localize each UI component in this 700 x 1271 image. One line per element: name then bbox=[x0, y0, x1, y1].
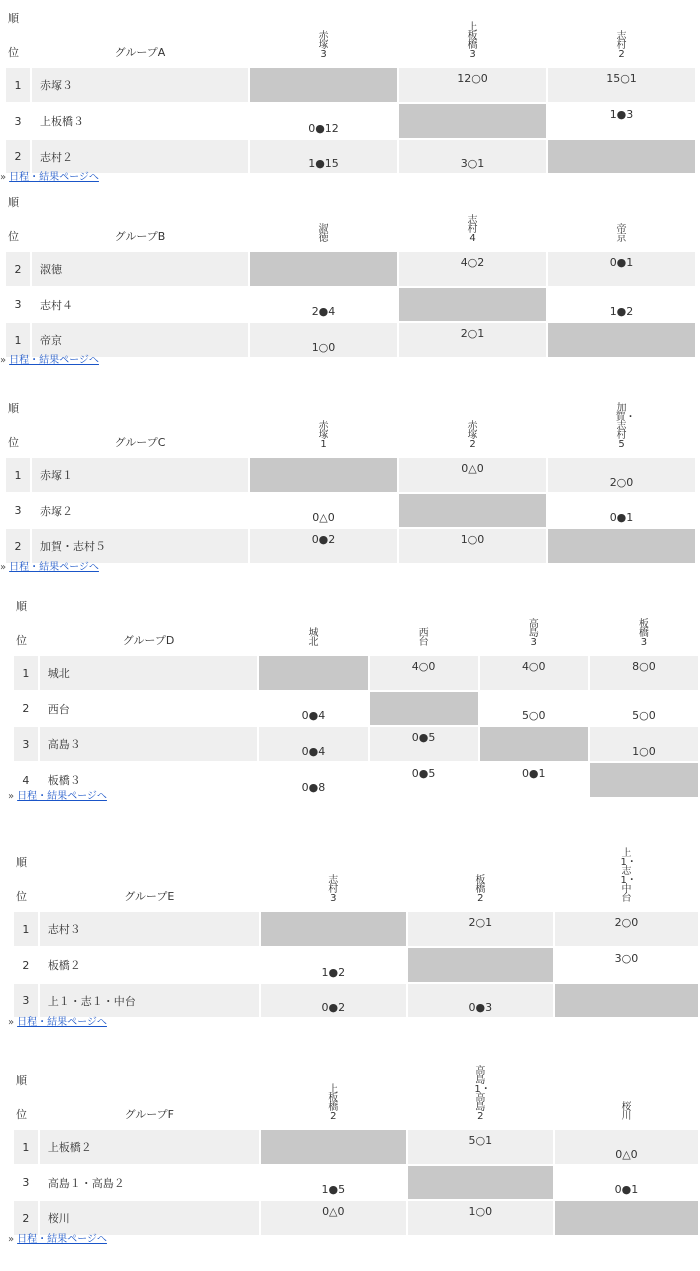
rank-cell: 1 bbox=[6, 68, 30, 102]
group-table-f bbox=[12, 1040, 700, 1237]
opponent-name: 赤塚1 bbox=[318, 421, 329, 450]
score-cell: 2○0 bbox=[548, 458, 695, 492]
score-cell: 0●1 bbox=[548, 252, 695, 286]
table-row bbox=[6, 140, 695, 173]
schedule-results-link[interactable]: 日程・結果ページへ bbox=[17, 1017, 107, 1028]
opponent-column-header bbox=[480, 598, 588, 654]
score-cell: 0△0 bbox=[399, 458, 546, 492]
team-name-cell: 志村４ bbox=[32, 288, 248, 321]
score-cell: 1●2 bbox=[261, 948, 406, 982]
table-row bbox=[14, 656, 698, 690]
rank-cell: 2 bbox=[14, 948, 38, 982]
opponent-name: 志村3 bbox=[328, 875, 339, 904]
rank-label-top: 順 bbox=[8, 402, 19, 415]
table-row bbox=[6, 104, 695, 138]
opponent-column-header bbox=[399, 380, 546, 456]
opponent-name: 上板橋3 bbox=[467, 22, 478, 60]
rank-label-top: 順 bbox=[8, 196, 19, 209]
score-cell: 2○0 bbox=[555, 912, 698, 946]
table-row bbox=[14, 1130, 698, 1164]
rank-cell: 3 bbox=[14, 727, 38, 761]
group-name: グループD bbox=[122, 634, 175, 647]
schedule-link-row bbox=[8, 787, 107, 802]
score-cell: 2●4 bbox=[250, 288, 397, 321]
score-cell: 4○0 bbox=[370, 656, 478, 690]
score-cell: 3○1 bbox=[399, 140, 546, 173]
header-row bbox=[6, 10, 695, 66]
rank-label-top: 順 bbox=[16, 600, 27, 613]
score-cell: 0●5 bbox=[370, 763, 478, 797]
self-match-cell bbox=[480, 727, 588, 761]
schedule-results-link[interactable]: 日程・結果ページへ bbox=[17, 1234, 107, 1245]
opponent-column-header bbox=[399, 10, 546, 66]
opponent-column-header bbox=[259, 598, 367, 654]
rank-header bbox=[14, 598, 38, 654]
score-cell: 15○1 bbox=[548, 68, 695, 102]
header-row bbox=[6, 194, 695, 250]
table-row bbox=[6, 323, 695, 357]
score-cell: 1●5 bbox=[261, 1166, 406, 1199]
score-cell: 5○0 bbox=[480, 692, 588, 725]
link-arrow-icon: » bbox=[8, 1234, 15, 1245]
link-arrow-icon: » bbox=[0, 172, 7, 183]
score-cell: 4○0 bbox=[480, 656, 588, 690]
opponent-column-header bbox=[370, 598, 478, 654]
rank-label-bottom: 位 bbox=[16, 1108, 27, 1121]
self-match-cell bbox=[408, 1166, 553, 1199]
opponent-column-header bbox=[555, 814, 698, 910]
rank-label-bottom: 位 bbox=[8, 436, 19, 449]
score-cell: 1○0 bbox=[399, 529, 546, 563]
schedule-results-link[interactable]: 日程・結果ページへ bbox=[9, 355, 99, 366]
score-cell: 2○1 bbox=[408, 912, 553, 946]
header-row bbox=[14, 598, 698, 654]
schedule-link-row bbox=[8, 1230, 107, 1245]
group-name: グループC bbox=[114, 436, 166, 449]
score-cell: 5○1 bbox=[408, 1130, 553, 1164]
table-row bbox=[14, 1201, 698, 1235]
team-name-cell: 桜川 bbox=[40, 1201, 259, 1235]
score-cell: 0●4 bbox=[259, 692, 367, 725]
self-match-cell bbox=[250, 458, 397, 492]
team-name-cell: 赤塚２ bbox=[32, 494, 248, 527]
opponent-column-header bbox=[548, 10, 695, 66]
table-row bbox=[6, 252, 695, 286]
rank-cell: 1 bbox=[14, 656, 38, 690]
table-row bbox=[14, 948, 698, 982]
team-name-cell: 板橋３ bbox=[40, 763, 258, 797]
score-cell: 1●15 bbox=[250, 140, 397, 173]
table-row bbox=[14, 912, 698, 946]
opponent-name: 上1・志1・中台 bbox=[620, 848, 637, 904]
rank-header bbox=[6, 194, 30, 250]
team-name-cell: 上１・志１・中台 bbox=[40, 984, 259, 1017]
opponent-name: 淑徳 bbox=[318, 224, 329, 244]
schedule-link-row bbox=[0, 351, 99, 366]
team-name-cell: 板橋２ bbox=[40, 948, 259, 982]
table-row bbox=[14, 763, 698, 797]
table-row bbox=[14, 727, 698, 761]
opponent-name: 高島1・高島2 bbox=[474, 1066, 491, 1122]
group-name: グループA bbox=[114, 46, 166, 59]
opponent-name: 志村4 bbox=[467, 215, 478, 244]
rank-cell: 3 bbox=[6, 494, 30, 527]
score-cell: 0●2 bbox=[250, 529, 397, 563]
rank-cell: 4 bbox=[14, 763, 38, 797]
opponent-column-header bbox=[548, 380, 695, 456]
rank-cell: 3 bbox=[6, 104, 30, 138]
standings-table bbox=[4, 192, 697, 359]
score-cell: 5○0 bbox=[590, 692, 698, 725]
opponent-column-header bbox=[548, 194, 695, 250]
rank-cell: 2 bbox=[6, 252, 30, 286]
team-name-cell: 赤塚３ bbox=[32, 68, 248, 102]
group-name: グループF bbox=[124, 1108, 175, 1121]
team-name-cell: 上板橋３ bbox=[32, 104, 248, 138]
schedule-results-link[interactable]: 日程・結果ページへ bbox=[9, 172, 99, 183]
self-match-cell bbox=[250, 68, 397, 102]
opponent-column-header bbox=[261, 814, 406, 910]
group-table-a bbox=[4, 8, 697, 175]
group-table-e bbox=[12, 812, 700, 1019]
self-match-cell bbox=[261, 912, 406, 946]
rank-cell: 2 bbox=[14, 1201, 38, 1235]
rank-cell: 1 bbox=[14, 1130, 38, 1164]
self-match-cell bbox=[590, 763, 698, 797]
opponent-name: 赤塚2 bbox=[467, 421, 478, 450]
score-cell: 0●1 bbox=[555, 1166, 698, 1199]
team-name-cell: 帝京 bbox=[32, 323, 248, 357]
rank-cell: 1 bbox=[6, 323, 30, 357]
table-row bbox=[6, 529, 695, 563]
table-row bbox=[6, 458, 695, 492]
opponent-name: 板橋2 bbox=[475, 875, 486, 904]
opponent-name: 城北 bbox=[308, 628, 319, 648]
table-row bbox=[14, 984, 698, 1017]
opponent-name: 西台 bbox=[418, 628, 429, 648]
table-row bbox=[6, 68, 695, 102]
score-cell: 1●2 bbox=[548, 288, 695, 321]
score-cell: 0△0 bbox=[261, 1201, 406, 1235]
self-match-cell bbox=[259, 656, 367, 690]
table-row bbox=[6, 288, 695, 321]
standings-table bbox=[12, 596, 700, 799]
opponent-column-header bbox=[408, 814, 553, 910]
opponent-column-header bbox=[250, 194, 397, 250]
rank-cell: 2 bbox=[14, 692, 38, 725]
rank-label-top: 順 bbox=[16, 856, 27, 869]
rank-label-bottom: 位 bbox=[16, 890, 27, 903]
score-cell: 0●8 bbox=[259, 763, 367, 797]
self-match-cell bbox=[548, 529, 695, 563]
rank-cell: 3 bbox=[6, 288, 30, 321]
group-name: グループB bbox=[114, 230, 166, 243]
score-cell: 0●1 bbox=[480, 763, 588, 797]
rank-header bbox=[14, 1042, 38, 1128]
schedule-link-row bbox=[0, 168, 99, 183]
team-name-cell: 城北 bbox=[40, 656, 258, 690]
score-cell: 0△0 bbox=[555, 1130, 698, 1164]
schedule-results-link[interactable]: 日程・結果ページへ bbox=[17, 791, 107, 802]
team-name-cell: 高島３ bbox=[40, 727, 258, 761]
rank-header bbox=[6, 380, 30, 456]
rank-label-top: 順 bbox=[16, 1074, 27, 1087]
rank-label-top: 順 bbox=[8, 12, 19, 25]
opponent-name: 帝京 bbox=[616, 224, 627, 244]
self-match-cell bbox=[370, 692, 478, 725]
rank-cell: 3 bbox=[14, 1166, 38, 1199]
header-row bbox=[14, 814, 698, 910]
opponent-column-header bbox=[399, 194, 546, 250]
standings-table bbox=[4, 8, 697, 175]
opponent-column-header bbox=[261, 1042, 406, 1128]
link-arrow-icon: » bbox=[0, 355, 7, 366]
score-cell: 2○1 bbox=[399, 323, 546, 357]
header-row bbox=[14, 1042, 698, 1128]
link-arrow-icon: » bbox=[8, 791, 15, 802]
header-row bbox=[6, 380, 695, 456]
rank-label-bottom: 位 bbox=[16, 634, 27, 647]
score-cell: 0●4 bbox=[259, 727, 367, 761]
self-match-cell bbox=[408, 948, 553, 982]
self-match-cell bbox=[555, 984, 698, 1017]
score-cell: 0△0 bbox=[250, 494, 397, 527]
group-name: グループE bbox=[124, 890, 175, 903]
schedule-link-row bbox=[0, 558, 99, 573]
schedule-link-row bbox=[8, 1013, 107, 1028]
rank-cell: 2 bbox=[6, 529, 30, 563]
opponent-name: 加賀・志村5 bbox=[615, 403, 636, 450]
self-match-cell bbox=[399, 494, 546, 527]
table-row bbox=[14, 692, 698, 725]
team-name-cell: 赤塚１ bbox=[32, 458, 248, 492]
group-table-b bbox=[4, 192, 697, 359]
rank-cell: 2 bbox=[6, 140, 30, 173]
team-name-cell: 上板橋２ bbox=[40, 1130, 259, 1164]
rank-label-bottom: 位 bbox=[8, 230, 19, 243]
team-name-cell: 加賀・志村５ bbox=[32, 529, 248, 563]
rank-cell: 3 bbox=[14, 984, 38, 1017]
self-match-cell bbox=[555, 1201, 698, 1235]
opponent-column-header bbox=[408, 1042, 553, 1128]
self-match-cell bbox=[548, 140, 695, 173]
opponent-name: 高島3 bbox=[528, 619, 539, 648]
table-row bbox=[14, 1166, 698, 1199]
opponent-column-header bbox=[555, 1042, 698, 1128]
team-name-cell: 淑徳 bbox=[32, 252, 248, 286]
opponent-name: 上板橋2 bbox=[328, 1084, 339, 1122]
score-cell: 0●2 bbox=[261, 984, 406, 1017]
rank-header bbox=[6, 10, 30, 66]
score-cell: 0●3 bbox=[408, 984, 553, 1017]
score-cell: 4○2 bbox=[399, 252, 546, 286]
score-cell: 3○0 bbox=[555, 948, 698, 982]
team-name-cell: 志村２ bbox=[32, 140, 248, 173]
standings-table bbox=[12, 812, 700, 1019]
score-cell: 12○0 bbox=[399, 68, 546, 102]
opponent-column-header bbox=[590, 598, 698, 654]
rank-header bbox=[14, 814, 38, 910]
standings-table bbox=[4, 378, 697, 565]
team-name-cell: 高島１・高島２ bbox=[40, 1166, 259, 1199]
opponent-column-header bbox=[250, 380, 397, 456]
score-cell: 1○0 bbox=[590, 727, 698, 761]
group-table-d bbox=[12, 596, 700, 799]
score-cell: 1○0 bbox=[250, 323, 397, 357]
score-cell: 0●12 bbox=[250, 104, 397, 138]
link-arrow-icon: » bbox=[0, 562, 7, 573]
team-name-cell: 志村３ bbox=[40, 912, 259, 946]
opponent-name: 赤塚3 bbox=[318, 31, 329, 60]
score-cell: 0●1 bbox=[548, 494, 695, 527]
self-match-cell bbox=[548, 323, 695, 357]
opponent-column-header bbox=[250, 10, 397, 66]
opponent-name: 志村2 bbox=[616, 31, 627, 60]
rank-cell: 1 bbox=[14, 912, 38, 946]
score-cell: 1○0 bbox=[408, 1201, 553, 1235]
schedule-results-link[interactable]: 日程・結果ページへ bbox=[9, 562, 99, 573]
score-cell: 1●3 bbox=[548, 104, 695, 138]
group-table-c bbox=[4, 378, 697, 565]
score-cell: 0●5 bbox=[370, 727, 478, 761]
self-match-cell bbox=[399, 104, 546, 138]
team-name-cell: 西台 bbox=[40, 692, 258, 725]
self-match-cell bbox=[261, 1130, 406, 1164]
score-cell: 8○0 bbox=[590, 656, 698, 690]
opponent-name: 板橋3 bbox=[638, 619, 649, 648]
table-row bbox=[6, 494, 695, 527]
rank-label-bottom: 位 bbox=[8, 46, 19, 59]
link-arrow-icon: » bbox=[8, 1017, 15, 1028]
standings-table bbox=[12, 1040, 700, 1237]
self-match-cell bbox=[399, 288, 546, 321]
opponent-name: 桜川 bbox=[621, 1102, 632, 1122]
self-match-cell bbox=[250, 252, 397, 286]
rank-cell: 1 bbox=[6, 458, 30, 492]
